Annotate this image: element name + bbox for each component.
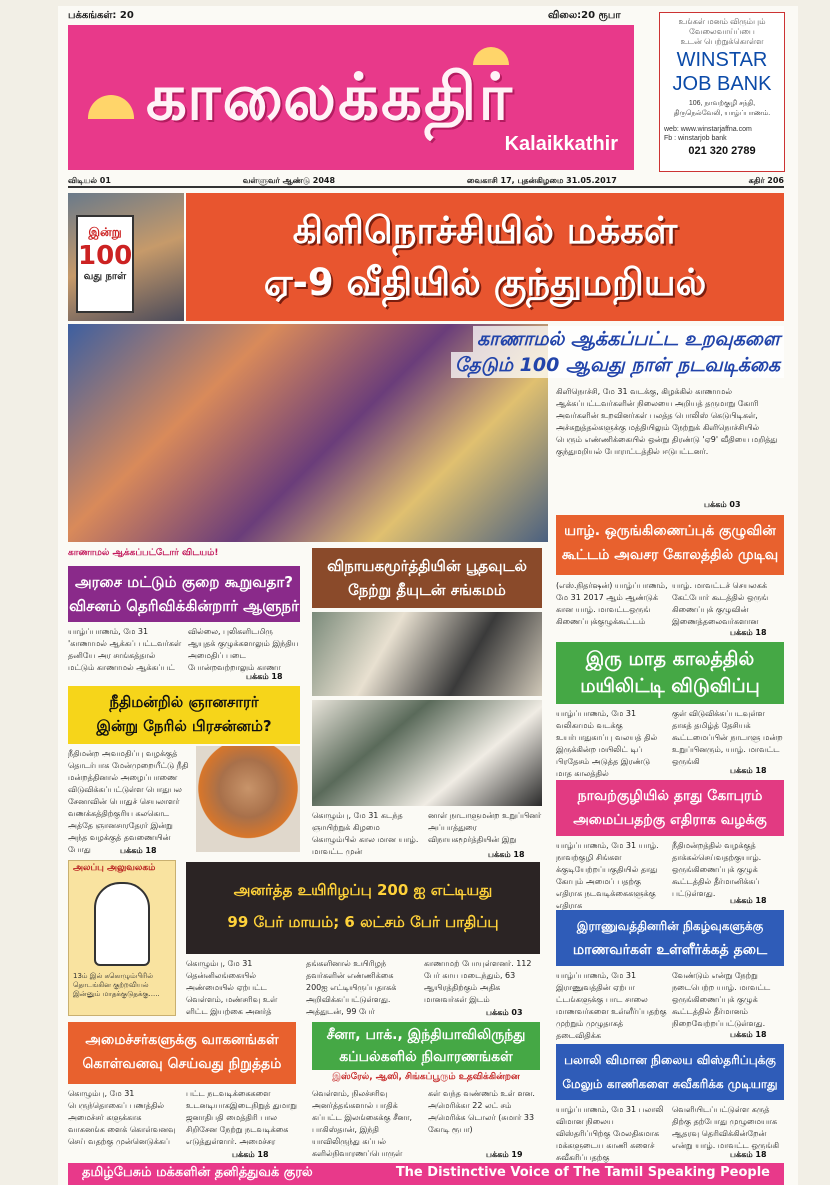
placard (76, 215, 134, 313)
relief-body-left: வெள்ளம், நிலச்சரிவு அனர்த்தங்களால் பாதிக் கப்பட்ட இலங்கைக்கு சீனா, பாகிஸ்தான், இந்தி யாவிலிருந்து கப்பல் களில்நிவாரணப்பொருள் (312, 1089, 413, 1158)
coordination-page-ref[interactable]: பக்கம் 18 (730, 628, 767, 637)
airport-page-ref[interactable]: பக்கம் 18 (730, 1150, 767, 1159)
headline-line: விநாயகமூர்த்தியின் பூதவுடல் (327, 557, 527, 575)
headline-line: பலாலி விமான நிலைய விஸ்தரிப்புக்கு (564, 1053, 776, 1067)
funeral-body-right: னாள் நாடாளுமன்ற உறுப்பினர் அப்பாத்துரை விநாயகமூர்த்தியின் இறு (428, 811, 542, 844)
flood-body-c: காணாமற் போயுள்ளனர். 112 பேர் காய மடைந்தும், 63 ஆயிரத்திற்கும் அதிக மானவர்கள் இடம் (424, 959, 532, 1004)
headline-line: அமைச்சர்களுக்கு வாகனங்கள் (85, 1032, 279, 1048)
cartoon-figure-icon (94, 882, 150, 966)
lead-subheadline (440, 326, 784, 380)
funeral-headline (312, 548, 542, 608)
army-body-left: யாழ்ப்பாணம், மே 31 இராணுவத்தின் ஏற்பா ட்டங்களுக்கு பாட சாலை மாணவர்களை உள்ளீர்ப்பதற்கு முற்றும் முழுதாகத் தடைவிதிக்க (556, 971, 667, 1040)
footer-tagline-english: The Distinctive Voice of The Tamil Speaking People (395, 1165, 770, 1180)
governor-body-left: யாழ்ப்பாணம், மே 31 'காணாமல் ஆக்கப் பட்டவர்கள் தனியே அர சாங்கத்தால் மட்டும் காணாமல் ஆக்கப்பட் (68, 627, 182, 672)
cartoon-box (68, 860, 176, 1016)
winstar-ad (659, 12, 785, 172)
navatkuli-headline (556, 780, 784, 836)
tamil-year: வள்ளுவர் ஆண்டு 2048 (242, 176, 336, 185)
army-body-right: வேண்டும் என்று நேற்று நடைபெற்ற யாழ். மாவட்ட ஒருங்கிணைப்புக் குழுக் கூட்டத்தில் தீர்மானம் நிறைவேற்றப்பட்டுள்ளது. (672, 971, 771, 1028)
headline-line: மேலும் காணிகளை சுவீகரிக்க முடியாது (562, 1077, 778, 1091)
ad-line: வேலைவாய்ப்பை (689, 27, 755, 36)
headline-line: நாவற்குழியில் தாது கோபுரம் (577, 788, 763, 804)
mayiliddy-body-left: யாழ்ப்பாணம், மே 31 வலிகாமம் வடக்கு உயர்பாதுகாப்பு வலயத் தில் இருக்கின்ற மயிலிட் டிப் பிரதேசம் அடுத்த இரண்டு மாத காலத்தில் (556, 709, 658, 778)
airport-body-right: வெளியிடப்பட்டுள்ள கருத் திற்கு தற்போது முழுமையாக ஆதரவு தெரிவிக்கின்றேன் என்று யாழ். மாவட்ட ஒருங்கி (672, 1105, 780, 1150)
volume: விடியல் 01 (68, 176, 111, 185)
airport-headline (556, 1044, 784, 1100)
lead-headline-line: கிளிநொச்சியில் மக்கள் (292, 209, 678, 252)
flood-headline (186, 862, 540, 954)
governor-body-right: வில்லை, புலிகளிடமிரு ஆயுதக் குழுக்களாலும் இந்திய அமைதிப் படை போன்றவற்றாலும் காணா (188, 627, 299, 672)
navatkuli-page-ref[interactable]: பக்கம் 18 (730, 896, 767, 905)
headline-line: அரசை மட்டும் குறை கூறுவதா? (75, 573, 293, 591)
navatkuli-body-right: நீதிமன்றத்தில் வழக்குத் தாக்கல்செய்வதற்குயாழ். ஒருங்கிணைப்புக் குழுக் கூட்டத்தில் தீர்மானிக்கப் பட்டுள்ளது. (672, 841, 762, 898)
governor-page-ref[interactable]: பக்கம் 18 (246, 672, 283, 681)
ad-line: உங்கள் மனம் விரும்பும் (678, 17, 766, 26)
headline-line: அனர்த்த உயிரிழப்பு 200 ஐ எட்டியது (233, 881, 493, 899)
ad-address: திருநெல்வேலி, யாழ்ப்பாணம். (673, 110, 771, 117)
footer-tagline-tamil: தமிழ்பேசும் மக்களின் தனித்துவக் குரல் (82, 1165, 313, 1180)
headline-line: 99 பேர் மாயம்; 6 லட்சம் பேர் பாதிப்பு (227, 913, 499, 931)
lead-headline (186, 193, 784, 321)
headline-line: யாழ். ஒருங்கிணைப்புக் குழுவின் (564, 523, 776, 539)
lead-body: கிளிநொச்சி, மே 31 வடக்கு, கிழக்கில் காணாமல் ஆக்கப்பட்டவர்களின் நிலையை அறியத் தருமாறு கோரி அவர்களின் உறவினர்கள் பலத்த பொலிஸ் கெடுபிடிகள், அச்சுறுத்தல்களுக்கு மத்தியிலும் நேற்றுக் கிளிநொச்சியில் பெரும் எண்ணிக்கையில் ஒன்று திரண்டு 'ஏ9' வீதியை மறித்து குந்துமறியல் போராட்டத்தில் ஈடுபட்டனர். (556, 387, 778, 456)
newspaper-title: காலைக்கதிர் (146, 61, 514, 135)
flood-body-b: தங்களினால் உயிரிழந் தவர்களின் எண்ணிக்கை 200ஐ எட்டியிருப்பதாகக் அறிவிக்கப்பட்டுள்ளது. அத்துடன், 99 பேர் (306, 959, 397, 1016)
mayiliddy-body-right: குள் விடுவிக்கப்படவுள்ள தாகத் தமிழ்த் தேசியக் கூட்டமைப்பின் நாடாளு மன்ற உறுப்பினரும், யாழ். மாவட்ட ஒருங்கி (672, 709, 783, 766)
section-tag: காணாமல் ஆக்கப்பட்டோர் விடயம்! (68, 548, 219, 558)
ad-brand: WINSTAR (676, 49, 768, 71)
cartoon-tag: அலப்பு அலுவலகம் (73, 863, 156, 873)
gnanasara-page-ref[interactable]: பக்கம் 18 (120, 846, 157, 855)
gnanasara-body: நீதிமன்ற அவமதிப்பு வழக்குத் தொடர்பாக மேன்முறையீட்டு நீதி மன்றத்தினால் அழைப்பாணை விடுவிக்கப்பட்டுள்ள பொதுபல சேனாவின் பொதுச் செயலாளர் வணக்கத்திற்குரிய கலகொட அத்தே ஞானசாரதேரர் இன்று அந்த வழக்குத் தவணையின் போது (68, 749, 189, 854)
placard-text: இன்று (88, 225, 122, 239)
headline-line: கப்பல்களில் நிவாரணங்கள் (339, 1049, 513, 1065)
dateline (68, 176, 784, 188)
relief-tag: இஸ்ரேல், ஆஸி, சிங்கப்பூரும் உதவிக்கின்றன (332, 1072, 520, 1082)
relief-headline (312, 1022, 540, 1070)
army-page-ref[interactable]: பக்கம் 18 (730, 1030, 767, 1039)
headline-line: சீனா, பாக்., இந்தியாவிலிருந்து (326, 1027, 526, 1043)
funeral-body-left: கொழும்பு, மே 31 கடந்த ஞாயிற்றுக் கிழமை கொழும்பில் கால மான யாழ். மாவட்ட முன் (312, 811, 419, 856)
headline-line: அமைப்பதற்கு எதிராக வழக்கு (573, 812, 767, 828)
headline-line: கொள்வனவு செய்வது நிறுத்தம் (82, 1056, 282, 1072)
sun-logo-icon (88, 95, 134, 119)
coordination-body-left: (எஸ்.நிதர்ஷன்) யாழ்ப்பாணம், மே 31 2017 ஆம் ஆண்டுக் கான யாழ். மாவட்டஒருங் கிணைப்புக்குழுக்கூட்டம் (556, 581, 668, 626)
flood-page-ref[interactable]: பக்கம் 03 (486, 1008, 523, 1017)
lead-sub-line: தேடும் 100 ஆவது நாள் நடவடிக்கை (451, 352, 784, 378)
vehicles-body-left: கொழும்பு, மே 31 பெருந்தொகைப் பணத்தில் அமைச்சர் களுக்காக வாகனங்க ளைக் கொள்வனவு செய் வதற்கு முன்னெடுக்கப் (68, 1089, 176, 1146)
issue-number: கதிர் 206 (748, 176, 784, 185)
coordination-headline (556, 515, 784, 575)
mayiliddy-headline (556, 642, 784, 704)
headline-line: இரு மாத காலத்தில் (585, 648, 755, 670)
army-headline (556, 910, 784, 966)
ad-brand: JOB BANK (672, 73, 772, 95)
airport-body-left: யாழ்ப்பாணம், மே 31 பலாலி விமான நிலைய விஸ்தரிப்பிற்கு மேலதிகமாக மக்களுடைய காணி களைச் சுவீகரிப்பதற்கு (556, 1105, 664, 1162)
page-count: பக்கங்கள்: 20 (68, 10, 134, 21)
masthead (68, 25, 634, 170)
lead-sub-line: காணாமல் ஆக்கப்பட்ட உறவுகளை (473, 326, 784, 352)
flood-body-a: கொழும்பு, மே 31 தென்னிலங்கையில் அண்மையில் ஏற்பட்ட வெள்ளம், மண்சரிவு உள் ளிட்ட இயற்கை அனர்த் (186, 959, 278, 1016)
cartoon-caption: 13ம் இல் ககொழும்பிரில் தொடங்கின குற்றவியல் இன்னும் மாதக்குடுதக்கு..... (73, 972, 160, 998)
headline-line: நேற்று தீயுடன் சங்கமம் (348, 581, 506, 599)
funeral-crowd-photo (312, 700, 542, 806)
footer-banner (68, 1163, 784, 1185)
placard-number: 100 (78, 241, 133, 271)
placard-text: வது நாள் (83, 271, 127, 282)
ad-address: 106, நாவற்குழி சந்தி, (688, 100, 756, 107)
issue-date: வைகாசி 17, புதன்கிழமை 31.05.2017 (466, 176, 617, 185)
headline-line: இராணுவத்தினரின் நிகழ்வுகளுக்கு (576, 919, 764, 933)
ad-phone: 021 320 2789 (688, 145, 756, 157)
mayiliddy-page-ref[interactable]: பக்கம் 18 (730, 766, 767, 775)
ad-web: web: www.winstarjaffna.com (664, 126, 752, 133)
vehicles-headline (68, 1022, 296, 1084)
headline-line: கூட்டம் அவசர கோலத்தில் முடிவு (561, 547, 779, 563)
funeral-photo (312, 612, 542, 696)
relief-page-ref[interactable]: பக்கம் 19 (486, 1150, 523, 1159)
ad-line: உடன் பெற்றுக்கொள்ள (680, 37, 764, 46)
headline-line: மயிலிட்டி விடுவிப்பு (580, 675, 760, 697)
relief-body-right: கள் வந்த வண்ணம் உள் ளன. அமெரிக்கா 22 லட் சம் அமெரிக்க டொலர் (சுமார் 33 கோடி ரூபா) (428, 1089, 535, 1134)
lead-page-ref[interactable]: பக்கம் 03 (704, 500, 741, 509)
lead-headline-line: ஏ-9 வீதியில் குந்துமறியல் (263, 261, 707, 304)
gnanasara-headline (68, 686, 300, 744)
ad-facebook: Fb : winstarjob bank (664, 135, 727, 142)
headline-line: நீதிமன்றில் ஞானசாரர் (109, 693, 259, 711)
vehicles-body-right: பட்ட நடவடிக்கைகளை உடனடியாகஇடைநிறுத் துமாறு ஜனாதிபதி மைத்திரி பால சிறிசேன நேற்று நடவடிக்கை எடுத்துள்ளார். அமைச்சர (186, 1089, 297, 1146)
governor-headline (68, 566, 300, 622)
headline-line: மாணவர்கள் உள்ளீர்க்கத் தடை (572, 942, 768, 958)
vehicles-page-ref[interactable]: பக்கம் 18 (232, 1150, 269, 1159)
monk-portrait (196, 746, 300, 852)
navatkuli-body-left: யாழ்ப்பாணம், மே 31 யாழ். நாவற்குழி சிங்கள க்குடியேற்றப்பகுதியில் தாது கோபும் அமைப் பதற்கு எதிராக நடவடிக்கைகளுக்கு எதிராக (556, 841, 659, 910)
headline-line: இன்று நேரில் பிரசன்னம்? (96, 717, 272, 735)
price: விலை:20 ரூபா (548, 10, 621, 21)
headline-line: விசனம் தெரிவிக்கின்றார் ஆளுநர் (69, 597, 299, 615)
coordination-body-right: யாழ். மாவட்டச் செயலகக் கேட்போர் கூடத்தில் ஒருங் கிணைப்புக் குழுவின் இணைத்தலைவர்களான (672, 581, 769, 626)
funeral-page-ref[interactable]: பக்கம் 18 (488, 850, 525, 859)
newspaper-subtitle: Kalaikkathir (504, 133, 618, 155)
